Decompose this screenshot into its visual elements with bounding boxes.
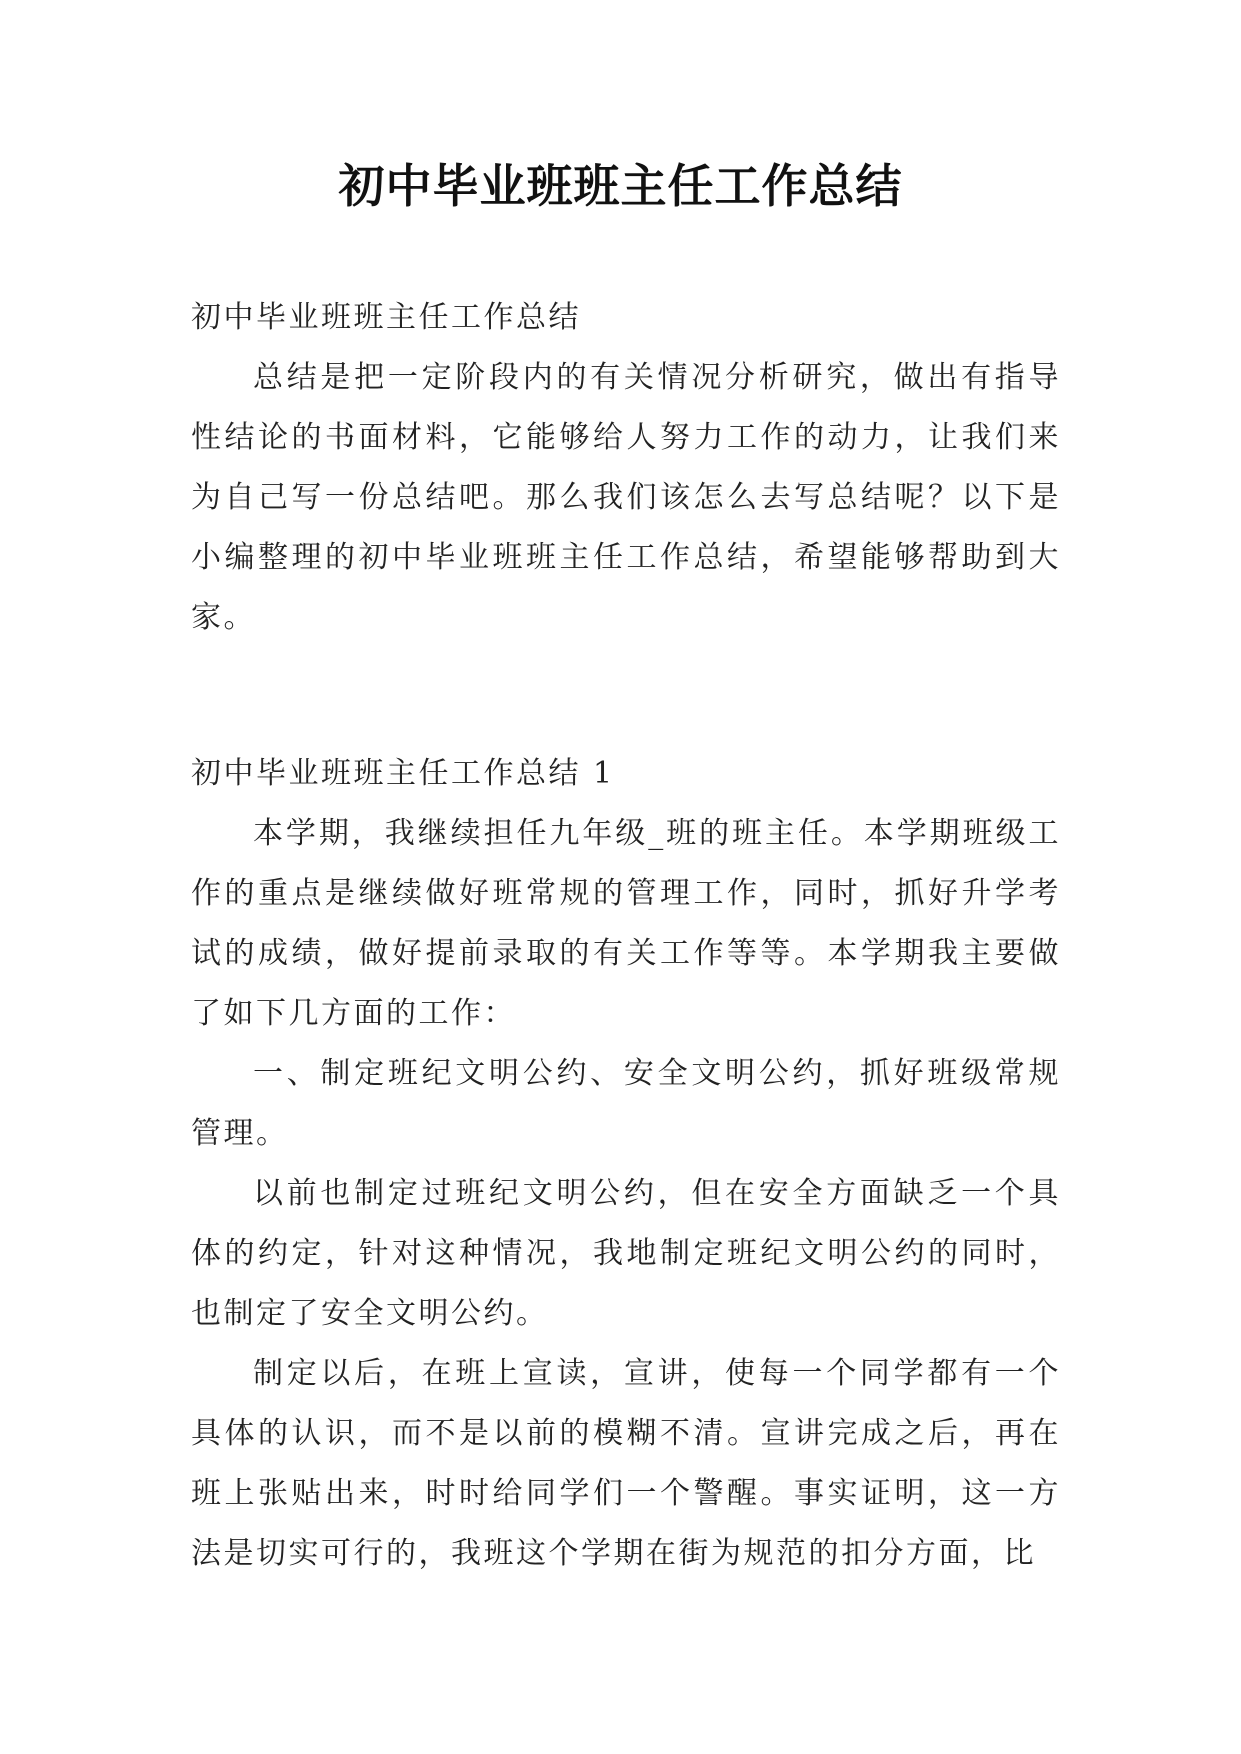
section-1-paragraph: 一、制定班纪文明公约、安全文明公约，抓好班级常规管理。 <box>191 1056 1061 1151</box>
intro-section <box>191 288 1061 648</box>
section-1-paragraph: 本学期，我继续担任九年级_班的班主任。本学期班级工作的重点是继续做好班常规的管理工作，同时，抓好升学考试的成绩，做好提前录取的有关工作等等。本学期我主要做了如下几方面的工作： <box>191 816 1061 1031</box>
intro-heading: 初中毕业班班主任工作总结 <box>191 300 581 335</box>
document-title: 初中毕业班班主任工作总结 <box>338 159 903 213</box>
section-1 <box>191 744 1061 1584</box>
section-1-heading: 初中毕业班班主任工作总结 1 <box>191 756 615 791</box>
section-1-paragraph: 以前也制定过班纪文明公约，但在安全方面缺乏一个具体的约定，针对这种情况，我地制定班纪文明公约的同时，也制定了安全文明公约。 <box>191 1176 1061 1331</box>
intro-paragraph: 总结是把一定阶段内的有关情况分析研究，做出有指导性结论的书面材料，它能够给人努力工作的动力，让我们来为自己写一份总结吧。那么我们该怎么去写总结呢？以下是小编整理的初中毕业班班主任工作总结，希望能够帮助到大家。 <box>191 360 1061 635</box>
section-1-paragraph: 制定以后，在班上宣读，宣讲，使每一个同学都有一个具体的认识，而不是以前的模糊不清。宣讲完成之后，再在班上张贴出来，时时给同学们一个警醒。事实证明，这一方法是切实可行的，我班这个学期在街为规范的扣分方面，比 <box>191 1356 1061 1571</box>
